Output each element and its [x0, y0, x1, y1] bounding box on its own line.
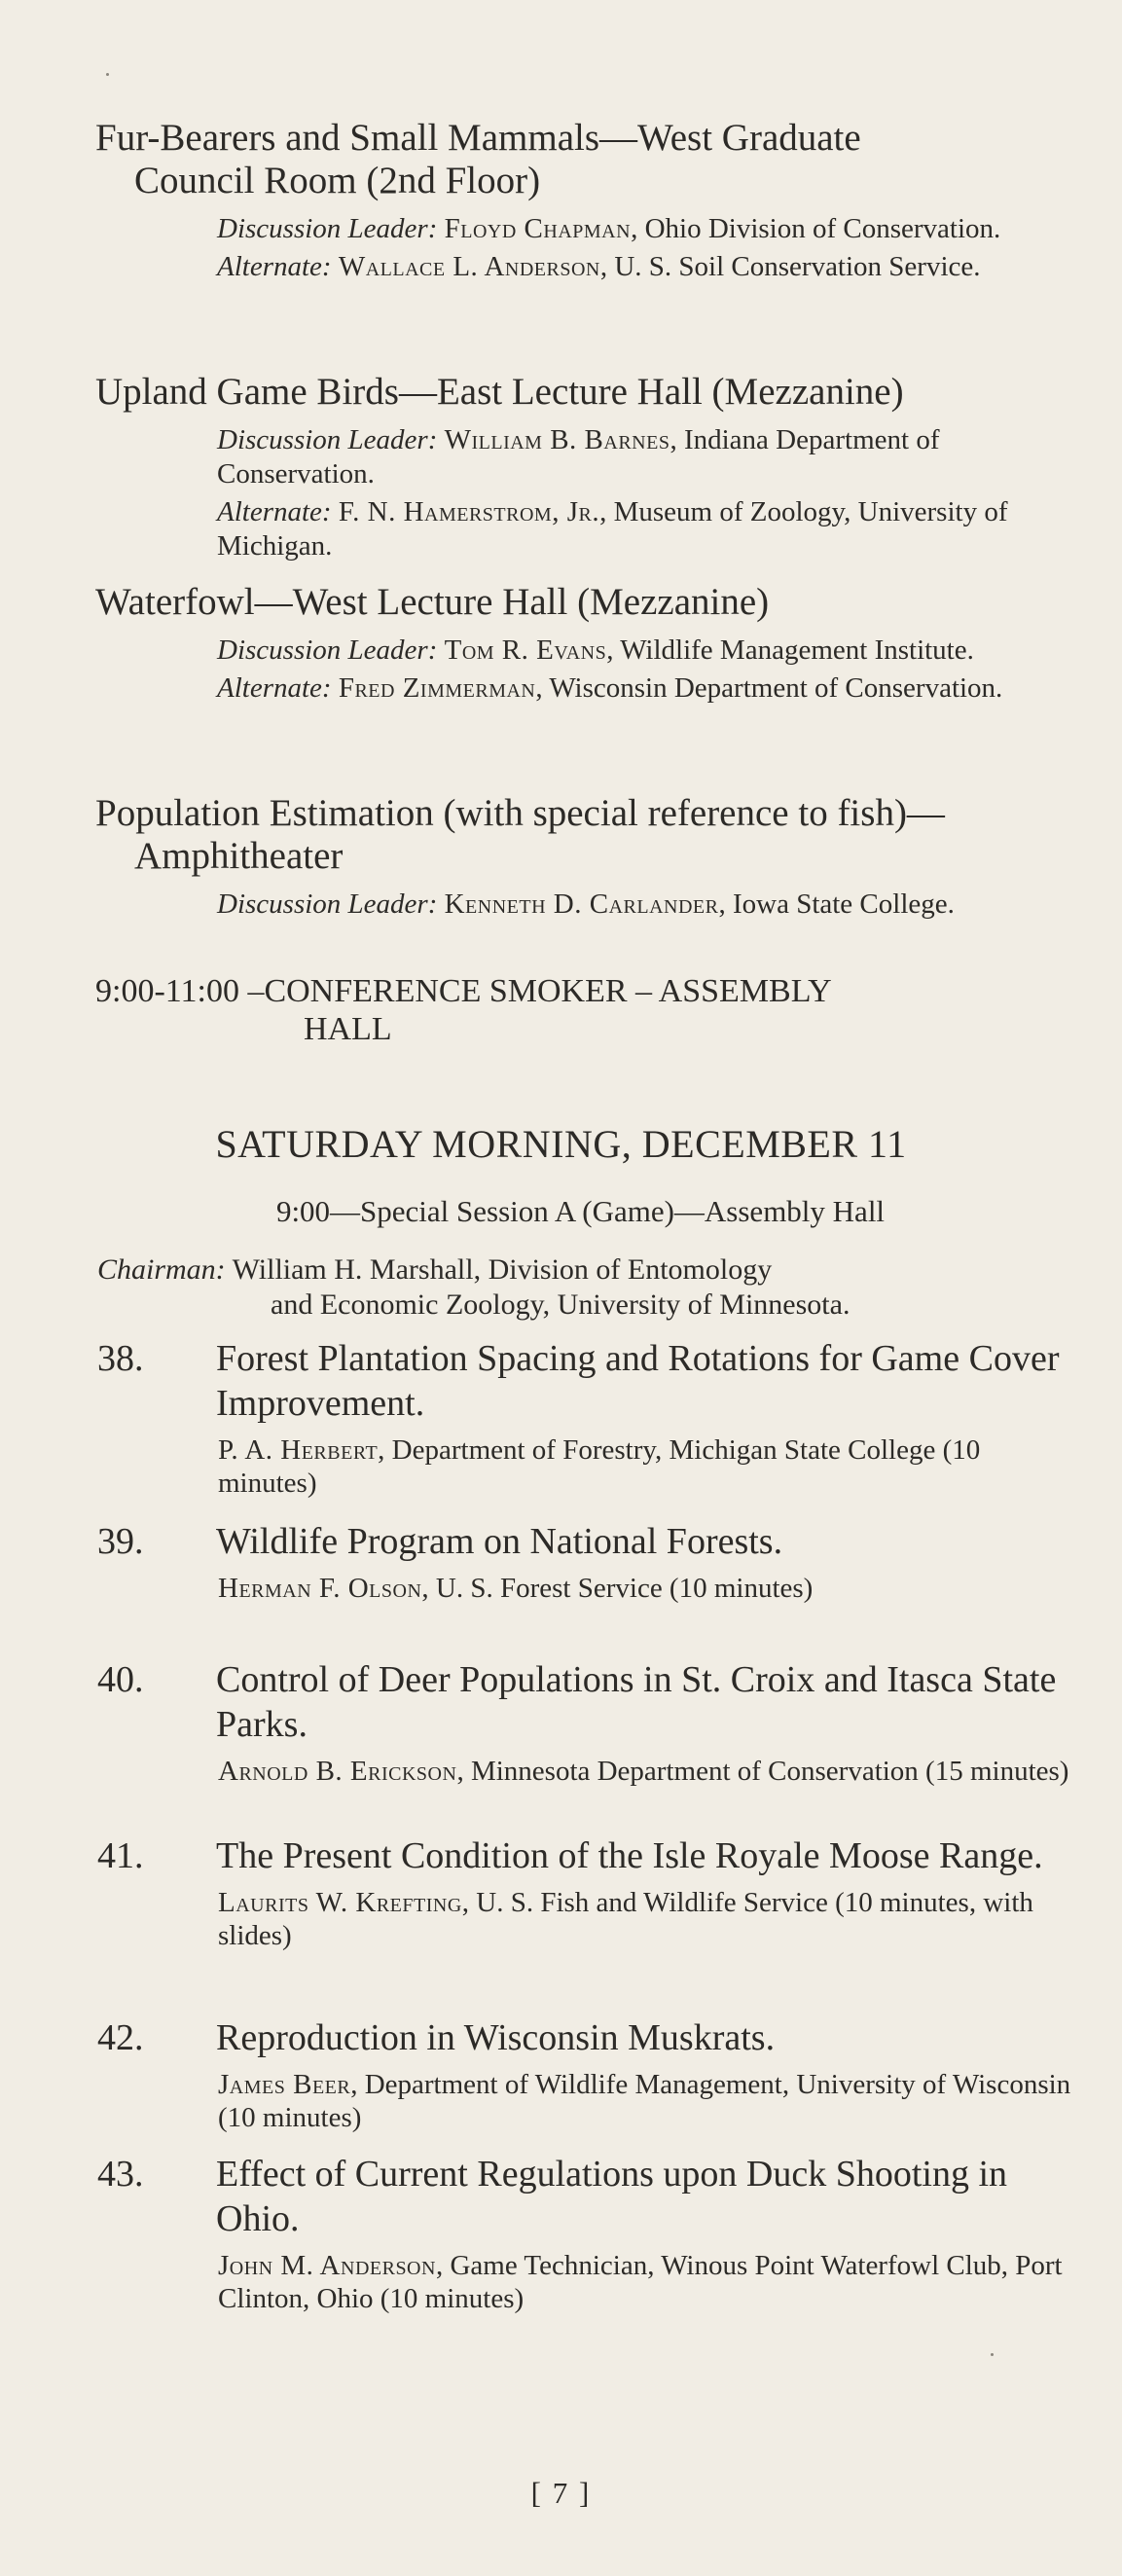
paper-author — [218, 1755, 1072, 1788]
paper-item — [97, 1657, 1069, 1788]
paper-item — [97, 2015, 1071, 2134]
leader-label: Discussion Leader: — [217, 889, 438, 920]
paper-item — [97, 1519, 973, 1605]
paper-author — [218, 1572, 1072, 1605]
smoker-time: 9:00-11:00 – — [95, 973, 265, 1009]
chairman-label: Chairman: — [97, 1253, 226, 1286]
session-title: Upland Game Birds—East Lecture Hall (Mezzanine) — [95, 371, 904, 413]
paper-number: 41. — [97, 1835, 144, 1876]
alternate-label: Alternate: — [217, 496, 332, 527]
special-session-heading: 9:00—Special Session A (Game)—Assembly Hall — [275, 1194, 886, 1228]
alternate — [217, 495, 1066, 563]
paper-author — [218, 2068, 1072, 2134]
paper-author — [218, 1886, 1072, 1952]
discussion-leader — [217, 634, 1066, 668]
leader-label: Discussion Leader: — [217, 213, 438, 244]
session-fur-bearers — [95, 117, 1001, 284]
author-name: Herman F. Olson — [218, 1573, 422, 1604]
paper-number: 39. — [97, 1521, 144, 1562]
author-name: John M. Anderson — [218, 2250, 436, 2281]
author-name: Laurits W. Krefting — [218, 1887, 462, 1918]
author-affiliation: , Game Technician, Winous Point Waterfowl Club, Port Clinton, Ohio (10 minutes) — [218, 2250, 1063, 2314]
session-title: Population Estimation (with special reference to fish)—Amphitheater — [95, 792, 945, 877]
page-number: [ 7 ] — [530, 2476, 592, 2510]
leader-name: William B. Barnes — [444, 424, 670, 455]
smoker-listing — [95, 972, 971, 1048]
paper-number: 40. — [97, 1659, 144, 1700]
paper-title: Control of Deer Populations in St. Croix and Itasca State Parks. — [216, 1659, 1057, 1745]
alternate-label: Alternate: — [217, 251, 332, 282]
alternate-name: Wallace L. Anderson — [338, 251, 600, 282]
author-affiliation: , Minnesota Department of Conservation (15 minutes) — [456, 1756, 1069, 1787]
alternate-affiliation: , Wisconsin Department of Conservation. — [535, 672, 1003, 704]
paper-speck — [106, 73, 109, 76]
alternate-name: F. N. Hamerstrom, Jr. — [338, 496, 600, 527]
paper-number: 42. — [97, 2017, 144, 2058]
smoker-hall: HALL — [304, 1011, 392, 1047]
chairman-line — [97, 1252, 973, 1323]
discussion-leader — [217, 423, 1066, 491]
leader-name: Kenneth D. Carlander — [444, 889, 719, 920]
paper-title: Forest Plantation Spacing and Rotations for Game Cover Improvement. — [216, 1338, 1060, 1424]
paper-author — [218, 1433, 1072, 1500]
paper-author — [218, 2249, 1072, 2315]
paper-number: 43. — [97, 2154, 144, 2195]
alternate-affiliation: , U. S. Soil Conservation Service. — [599, 251, 981, 282]
leader-affiliation: , Indiana Department of Conservation. — [217, 424, 940, 490]
alternate — [217, 250, 1066, 284]
paper-item — [97, 1336, 1060, 1500]
discussion-leader — [217, 888, 1066, 922]
paper-title: Reproduction in Wisconsin Muskrats. — [216, 2017, 776, 2058]
session-title: Waterfowl—West Lecture Hall (Mezzanine) — [95, 581, 770, 623]
leader-label: Discussion Leader: — [217, 424, 438, 455]
leader-affiliation: , Iowa State College. — [718, 889, 955, 920]
paper-title: Wildlife Program on National Forests. — [216, 1521, 783, 1562]
author-affiliation: , U. S. Fish and Wildlife Service (10 minutes, with slides) — [218, 1887, 1033, 1951]
session-population-estimation — [95, 792, 971, 922]
alternate-name: Fred Zimmerman — [338, 672, 536, 704]
leader-affiliation: , Ohio Division of Conservation. — [631, 213, 1001, 244]
paper-title: The Present Condition of the Isle Royale Moose Range. — [216, 1835, 1043, 1876]
chairman-line2: and Economic Zoology, University of Minnesota. — [271, 1288, 851, 1321]
discussion-leader — [217, 212, 1066, 246]
chairman-line1: William H. Marshall, Division of Entomology — [232, 1253, 773, 1286]
alternate-label: Alternate: — [217, 672, 332, 704]
author-affiliation: , Department of Forestry, Michigan State College (10 minutes) — [218, 1434, 981, 1499]
paper-title: Effect of Current Regulations upon Duck Shooting in Ohio. — [216, 2154, 1008, 2239]
paper-item — [97, 2152, 1063, 2315]
session-upland-game-birds — [95, 371, 1008, 563]
session-waterfowl — [95, 581, 1003, 706]
author-name: Arnold B. Erickson — [218, 1756, 457, 1787]
author-name: P. A. Herbert — [218, 1434, 379, 1466]
alternate-affiliation: , Museum of Zoology, University of Michigan. — [217, 496, 1008, 562]
author-affiliation: , U. S. Forest Service (10 minutes) — [421, 1573, 814, 1604]
leader-name: Floyd Chapman — [444, 213, 632, 244]
leader-affiliation: , Wildlife Management Institute. — [606, 635, 974, 666]
session-title: Fur-Bearers and Small Mammals—West Graduate Council Room (2nd Floor) — [95, 117, 861, 201]
leader-name: Tom R. Evans — [444, 635, 607, 666]
smoker-event: CONFERENCE SMOKER – ASSEMBLY — [264, 973, 832, 1009]
paper-number: 38. — [97, 1338, 144, 1379]
paper-item — [97, 1833, 1043, 1952]
leader-label: Discussion Leader: — [217, 635, 438, 666]
day-heading: SATURDAY MORNING, DECEMBER 11 — [215, 1122, 907, 1166]
author-name: James Beer — [218, 2069, 351, 2100]
alternate — [217, 671, 1066, 706]
paper-speck — [991, 2353, 994, 2356]
author-affiliation: , Department of Wildlife Management, University of Wisconsin (10 minutes) — [218, 2069, 1071, 2133]
